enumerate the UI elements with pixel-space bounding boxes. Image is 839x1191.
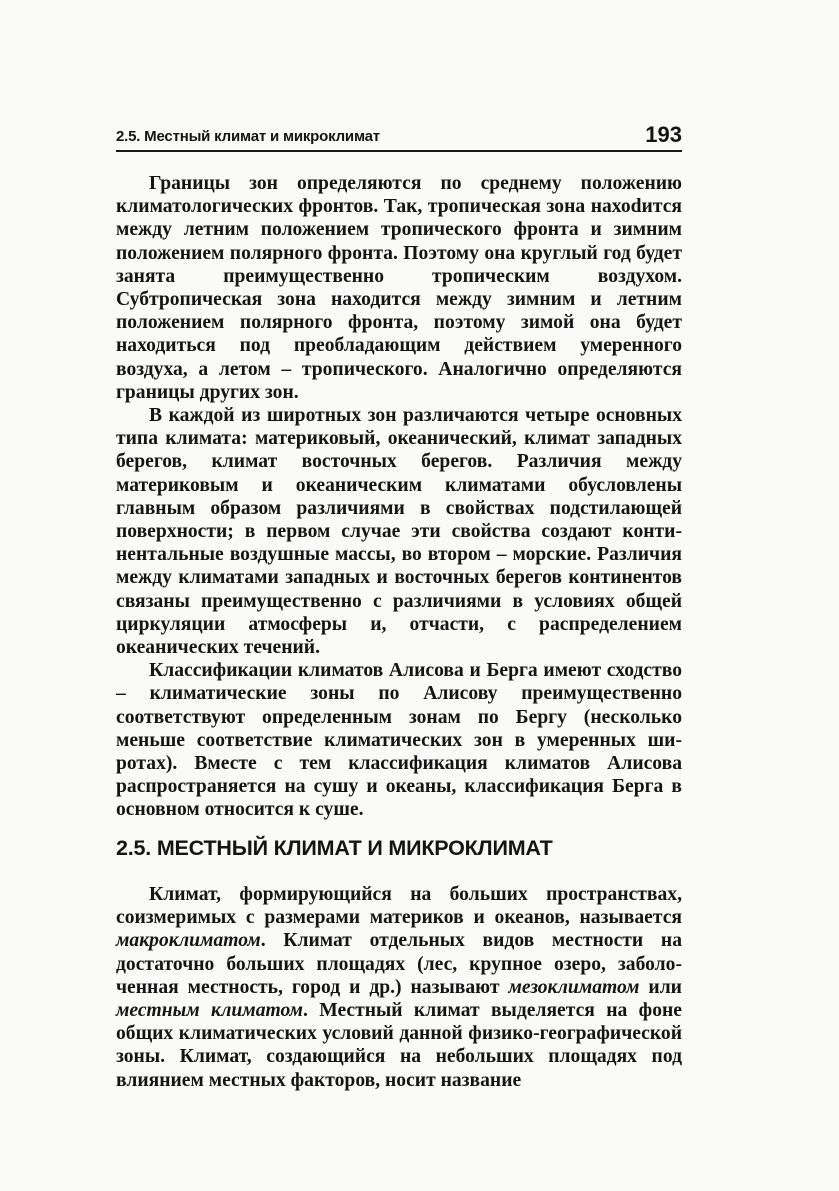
intro-text-part-3: или — [639, 976, 682, 998]
header-rule — [116, 150, 682, 152]
page-header — [116, 124, 682, 154]
intro-text-part-4: . Местный климат выделяется на фоне общих климатических условий данной физико-географической зоны. Климат, создающийся на небольших площадях под влиянием местных факторов, носит название — [116, 1000, 682, 1091]
intro-text-part-2: . Климат отдельных видов местности на достаточно больших площадях (лес, крупное озеро, заболоченная местность, город и др.) называют — [116, 930, 682, 998]
running-title: 2.5. Местный климат и микроклимат — [116, 128, 380, 145]
body-text-before-section — [116, 172, 682, 822]
term-mesoclimate: мезоклиматом — [508, 976, 640, 998]
paragraph-climate-types: В каждой из широтных зон различаются четыре основных типа климата: материковый, океанический, климат западных берегов, климат восточных берегов. Различия между материковым и океаническим климатами обусловлены главным образом различиями в свойствах подстилающей поверхности; в первом случае эти свойства создают континентальные воздушные массы, во втором – морские. Различия между климатами западных и восточных берегов континентов связаны преимущественно с различиями в условиях общей циркуляции атмосферы и, отчасти, с распределением океанических течений. — [116, 405, 682, 659]
paragraph-climate-zone-boundaries: Границы зон определяются по среднему положению климатологических фронтов. Так, тропическая зона нахоdится между летним положением тропического фронта и зимним положением полярного фронта. Поэтому она круглый год будет занята преимущественно тропическим воздухом. Субтропическая зона находится между зимним и летним положением полярного фронта, поэтому зимой она будет находиться под преобладающим действием умеренного воздуха, а летом – тропического. Аналогично определяются границы других зон. — [116, 173, 682, 403]
page-number: 193 — [645, 122, 682, 147]
term-local-climate: местным климатом — [116, 1000, 303, 1022]
intro-text-part-1: Климат, формирующийся на больших пространствах, соизмеримых с размерами материков и океанов, называется — [116, 884, 682, 929]
section-heading: 2.5. МЕСТНЫЙ КЛИМАТ И МИКРОКЛИМАТ — [116, 836, 553, 860]
term-macroclimate: макроклиматом — [116, 930, 261, 952]
paragraph-classification-comparison: Классификации климатов Алисова и Берга имеют сходство – климатические зоны по Алисову преимущественно соответствуют определенным зонам по Бергу (несколько меньше соответствие климатических зон в умеренных широтах). Вместе с тем классификация климатов Алисова распространяется на сушу и океаны, классификация Берга в основном относится к суше. — [116, 660, 682, 821]
body-text-section — [116, 883, 682, 1092]
paragraph-macroclimate-intro — [116, 883, 682, 1092]
